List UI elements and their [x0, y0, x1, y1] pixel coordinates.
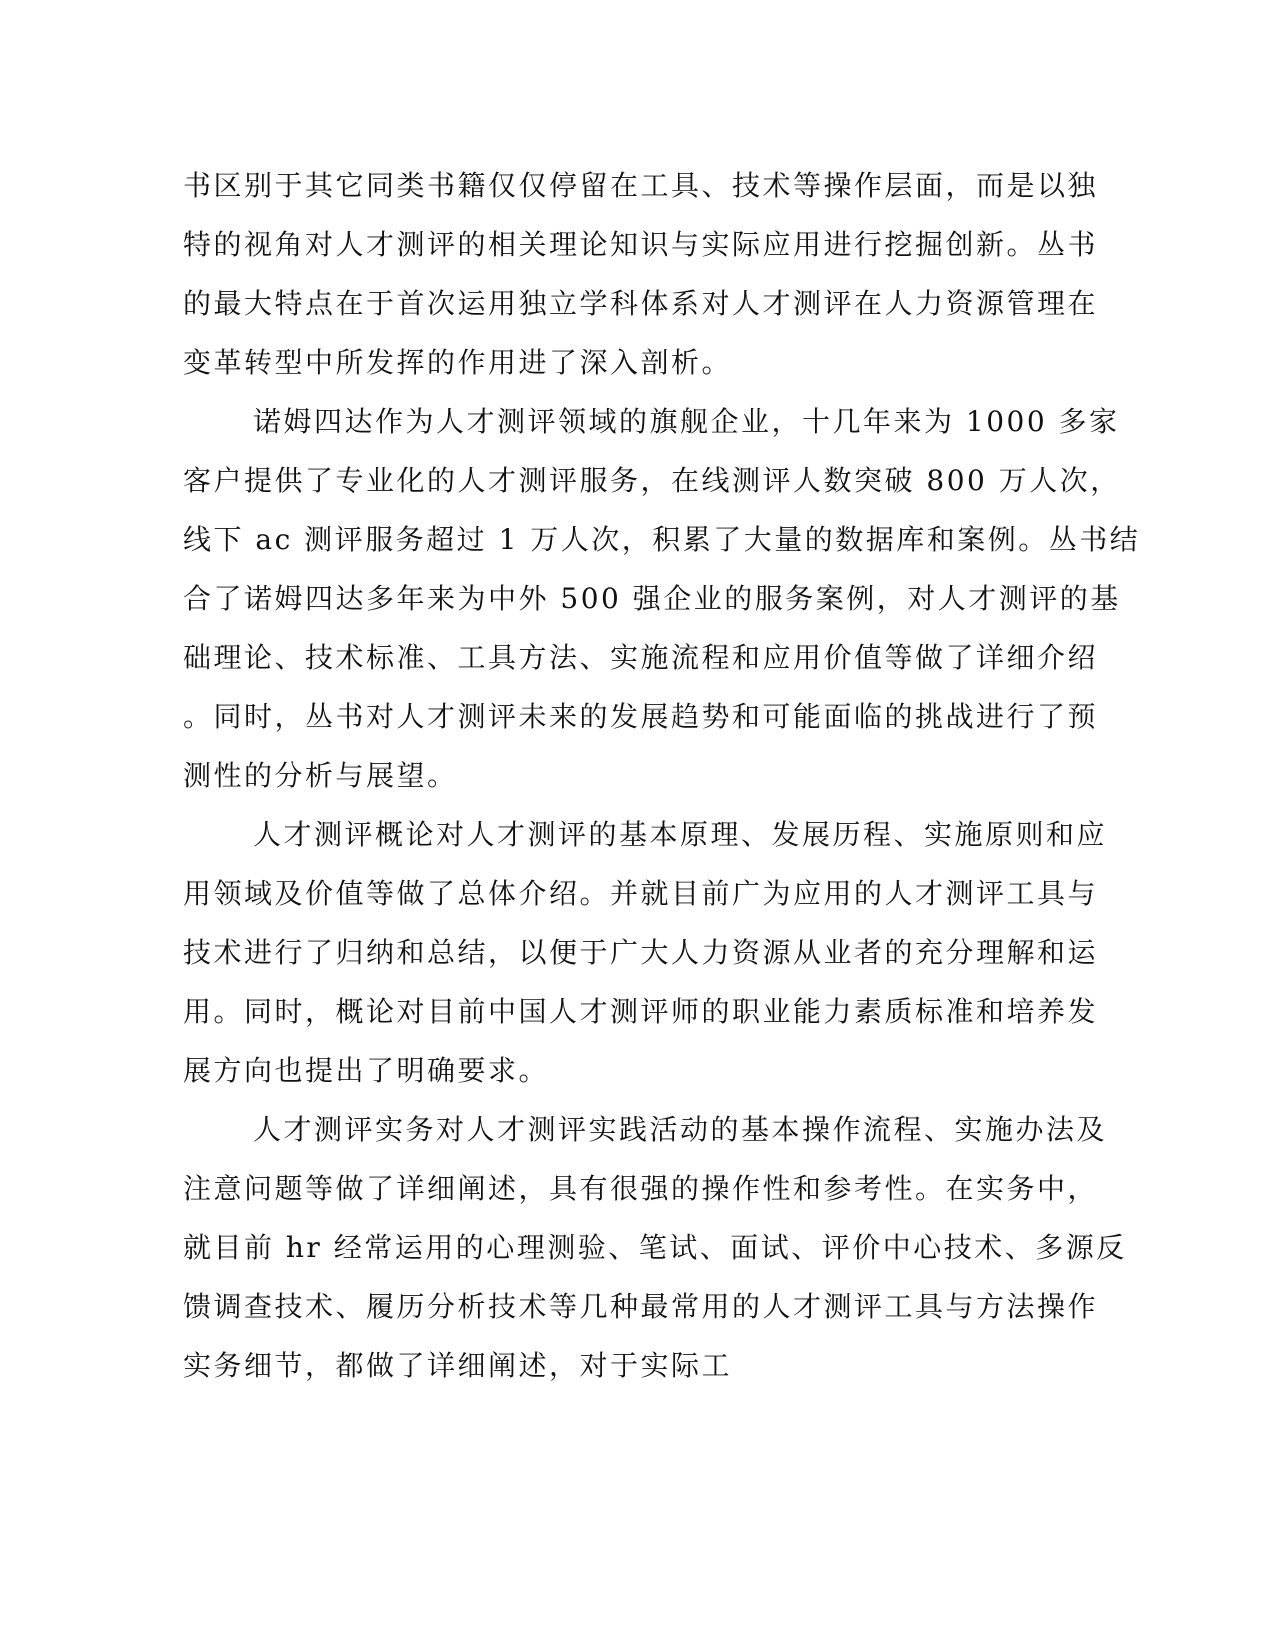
text-line: 书区别于其它同类书籍仅仅停留在工具、技术等操作层面，而是以独 — [183, 169, 1099, 202]
text-line: 客户提供了专业化的人才测评服务，在线测评人数突破 800 万人次， — [183, 464, 1121, 497]
text-line: 实务细节，都做了详细阐述，对于实际工 — [183, 1349, 733, 1382]
text-line: 用。同时，概论对目前中国人才测评师的职业能力素质标准和培养发 — [183, 995, 1099, 1028]
text-line: 变革转型中所发挥的作用进了深入剖析。 — [183, 346, 733, 379]
paragraph-first-line: 人才测评概论对人才测评的基本原理、发展历程、实施原则和应 — [253, 818, 1108, 851]
text-line: 就目前 hr 经常运用的心理测验、笔试、面试、评价中心技术、多源反 — [183, 1231, 1127, 1264]
text-line: 技术进行了归纳和总结，以便于广大人力资源从业者的充分理解和运 — [183, 936, 1099, 969]
text-line: 线下 ac 测评服务超过 1 万人次，积累了大量的数据库和案例。丛书结 — [183, 523, 1141, 556]
text-line: 础理论、技术标准、工具方法、实施流程和应用价值等做了详细介绍 — [183, 641, 1099, 674]
text-line: 的最大特点在于首次运用独立学科体系对人才测评在人力资源管理在 — [183, 287, 1099, 320]
text-line: 馈调查技术、履历分析技术等几种最常用的人才测评工具与方法操作 — [183, 1290, 1099, 1323]
text-line: 。同时，丛书对人才测评未来的发展趋势和可能面临的挑战进行了预 — [183, 700, 1099, 733]
body-text — [183, 156, 1141, 1395]
text-line: 注意问题等做了详细阐述，具有很强的操作性和参考性。在实务中， — [183, 1172, 1099, 1205]
text-line: 展方向也提出了明确要求。 — [183, 1054, 550, 1087]
text-line: 用领域及价值等做了总体介绍。并就目前广为应用的人才测评工具与 — [183, 877, 1099, 910]
paragraph-first-line: 诺姆四达作为人才测评领域的旗舰企业，十几年来为 1000 多家 — [253, 405, 1120, 438]
text-line: 特的视角对人才测评的相关理论知识与实际应用进行挖掘创新。丛书 — [183, 228, 1099, 261]
paragraph-first-line: 人才测评实务对人才测评实践活动的基本操作流程、实施办法及 — [253, 1113, 1108, 1146]
text-line: 合了诺姆四达多年来为中外 500 强企业的服务案例，对人才测评的基 — [183, 582, 1121, 615]
text-line: 测性的分析与展望。 — [183, 759, 458, 792]
